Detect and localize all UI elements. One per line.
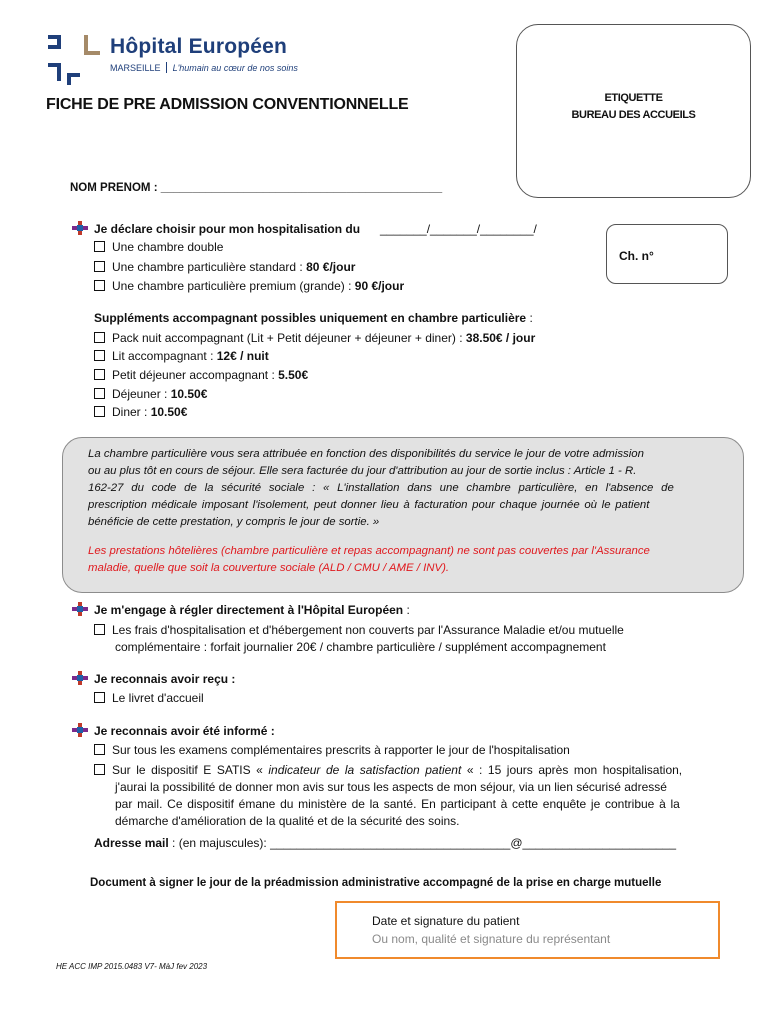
info-line: prescription médicale imposant l'isolement, peut donner lieu à facturation pour chaque journée où le patient: [88, 499, 650, 511]
checkbox[interactable]: [94, 369, 105, 380]
checkbox[interactable]: [94, 764, 105, 775]
room-number-box[interactable]: [606, 224, 728, 284]
supplement-diner[interactable]: Diner : 10.50€: [94, 403, 187, 421]
supplement-petit-dejeuner[interactable]: Petit déjeuner accompagnant : 5.50€: [94, 366, 308, 384]
logo-divider: [166, 62, 167, 73]
page-title: FICHE DE PRE ADMISSION CONVENTIONNELLE: [46, 96, 409, 113]
label-box: [516, 24, 751, 198]
informe-esatis[interactable]: Sur le dispositif E SATIS « indicateur de la satisfaction patient « : 15 jours après mon hospitalisation,: [94, 761, 682, 779]
label-box-line1: ETIQUETTE: [604, 92, 663, 104]
informe-esatis-line: par mail. Ce dispositif émane du ministère de la santé. En participant à cette enquête je contribue à la: [115, 797, 680, 811]
email-field[interactable]: [94, 834, 676, 852]
warning-line: maladie, quelle que soit la couverture sociale (ALD / CMU / AME / INV).: [88, 562, 450, 574]
email-input[interactable]: : (en majuscules): ____________________________________@_______________________: [168, 836, 677, 850]
nom-prenom-field[interactable]: NOM PRENOM : ____________________________________________: [70, 182, 443, 194]
option-chambre-standard[interactable]: Une chambre particulière standard : 80 €/jour: [94, 258, 355, 276]
informe-esatis-line: j'aurai la possibilité de donner mon avis sur tous les aspects de mon séjour, via un lien sécurisé adressé: [115, 780, 667, 794]
logo-tagline: L'humain au cœur de nos soins: [172, 63, 298, 73]
recu-livret[interactable]: Le livret d'accueil: [94, 689, 204, 707]
engagement-frais-cont: complémentaire : forfait journalier 20€ / chambre particulière / supplément accompagnement: [115, 640, 606, 654]
checkbox[interactable]: [94, 744, 105, 755]
section-bullet-icon: [72, 602, 88, 616]
checkbox[interactable]: [94, 332, 105, 343]
section-bullet-icon: [72, 723, 88, 737]
logo-mark: [46, 33, 82, 87]
signature-line1: Date et signature du patient: [372, 914, 520, 928]
checkbox[interactable]: [94, 261, 105, 272]
checkbox[interactable]: [94, 280, 105, 291]
checkbox[interactable]: [94, 692, 105, 703]
checkbox[interactable]: [94, 406, 105, 417]
info-line: 162-27 du code de la sécurité sociale : « L'installation dans une chambre particulière, en l'absence de: [88, 482, 674, 494]
supplement-lit[interactable]: Lit accompagnant : 12€ / nuit: [94, 347, 269, 365]
sign-notice: Document à signer le jour de la préadmission administrative accompagné de la prise en charge mutuelle: [90, 877, 662, 889]
info-line: ou au plus tôt en cours de séjour. Elle sera facturée du jour d'attribution au jour de sortie inclus : Article 1 - R.: [88, 465, 637, 477]
hospital-logo: [46, 33, 306, 89]
engagement-frais[interactable]: Les frais d'hospitalisation et d'hébergement non couverts par l'Assurance Maladie et/ou mutuelle: [94, 621, 624, 639]
informe-esatis-line: démarche d'amélioration de la qualité et de la sécurité des soins.: [115, 814, 460, 828]
checkbox[interactable]: [94, 241, 105, 252]
logo-name: Hôpital Européen: [110, 35, 288, 58]
option-chambre-double[interactable]: Une chambre double: [94, 238, 223, 256]
email-label: Adresse mail: [94, 836, 169, 850]
label-box-line2: BUREAU DES ACCUEILS: [571, 109, 696, 121]
informe-examens[interactable]: Sur tous les examens complémentaires prescrits à rapporter le jour de l'hospitalisation: [94, 741, 570, 759]
logo-city: MARSEILLE: [110, 63, 161, 73]
signature-line2: Ou nom, qualité et signature du représentant: [372, 932, 611, 946]
informe-title: Je reconnais avoir été informé :: [94, 724, 275, 738]
footer-ref: HE ACC IMP 2015.0483 V7- MàJ fev 2023: [56, 962, 208, 971]
recu-title: Je reconnais avoir reçu :: [94, 672, 236, 686]
checkbox[interactable]: [94, 350, 105, 361]
hospitalisation-date-field[interactable]: _______/_______/________/: [380, 222, 537, 236]
hospitalisation-declaration: Je déclare choisir pour mon hospitalisation du: [94, 222, 361, 236]
checkbox[interactable]: [94, 624, 105, 635]
signature-box[interactable]: [335, 901, 720, 959]
section-bullet-icon: [72, 221, 88, 235]
supplement-pack-nuit[interactable]: Pack nuit accompagnant (Lit + Petit déjeuner + déjeuner + diner) : 38.50€ / jour: [94, 329, 535, 347]
supplement-dejeuner[interactable]: Déjeuner : 10.50€: [94, 385, 207, 403]
section-bullet-icon: [72, 671, 88, 685]
option-chambre-premium[interactable]: Une chambre particulière premium (grande) : 90 €/jour: [94, 277, 404, 295]
info-line: La chambre particulière vous sera attribuée en fonction des disponibilités du service le jour de votre admission: [88, 448, 644, 460]
engagement-title: Je m'engage à régler directement à l'Hôpital Européen: [94, 603, 404, 617]
logo-tan-mark: [84, 33, 106, 57]
room-number-label: Ch. n°: [619, 249, 654, 263]
supplements-title: Suppléments accompagnant possibles uniquement en chambre particulière: [94, 311, 527, 325]
warning-line: Les prestations hôtelières (chambre particulière et repas accompagnant) ne sont pas couvertes par l'Assurance: [88, 545, 650, 557]
info-line: bénéficie de cette prestation, y compris le jour de sortie. »: [88, 516, 380, 528]
checkbox[interactable]: [94, 388, 105, 399]
